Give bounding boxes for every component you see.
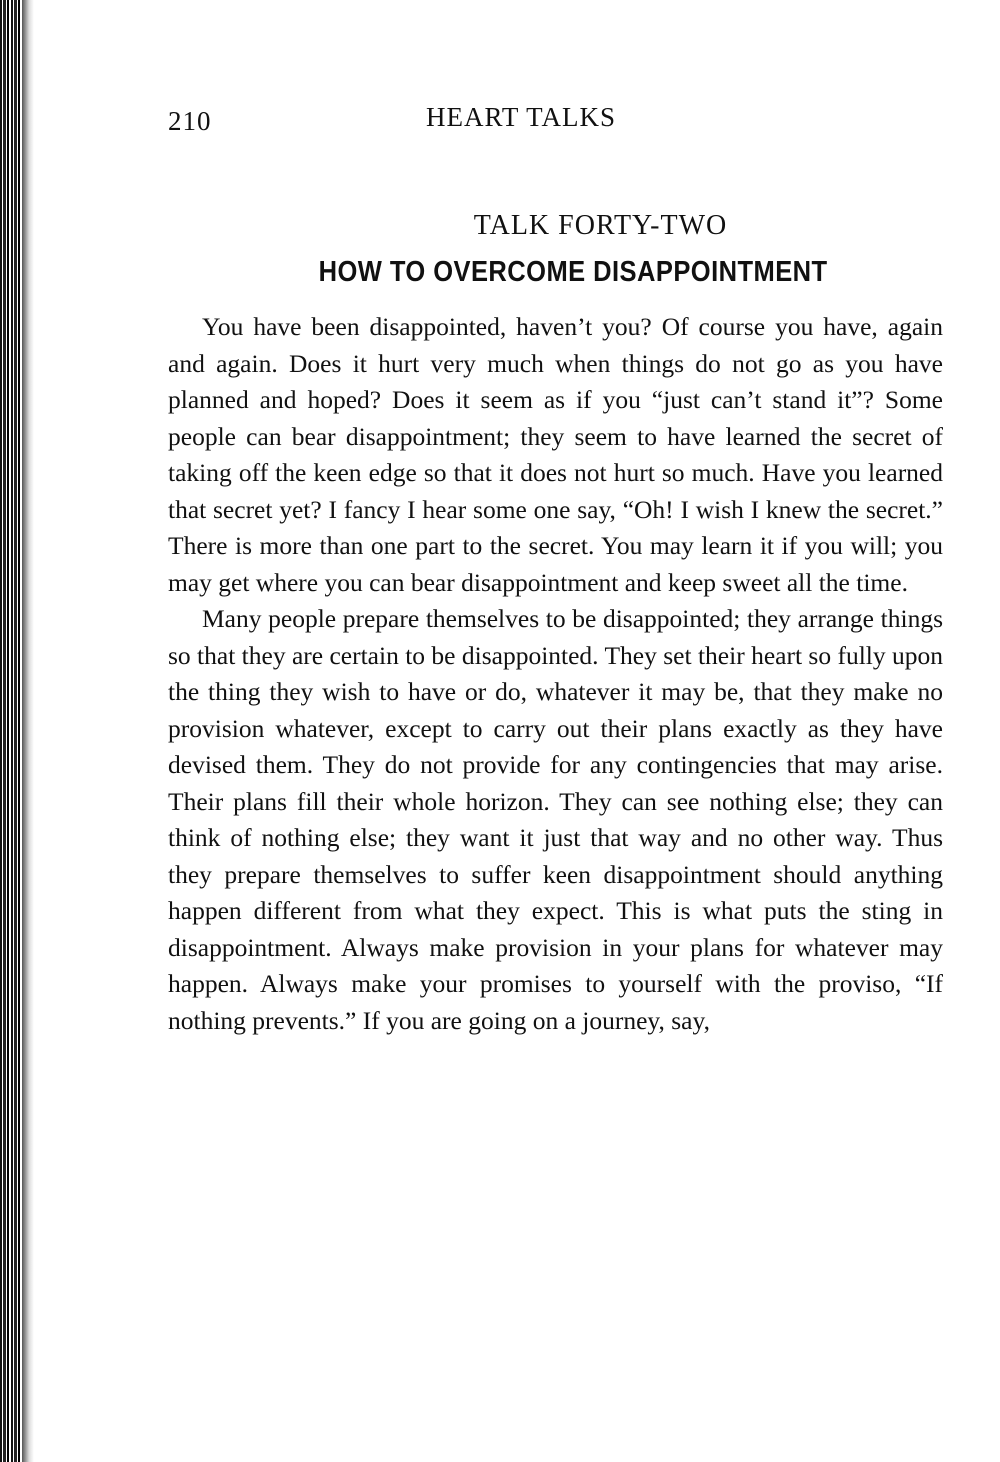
- paragraph: Many people prepare themselves to be disappointed; they arrange things so that they are certain to be disappointed. They set their heart so fully upon the thing they wish to have or do, whatever it may be, that they make no provision whatever, except to carry out their plans exactly as they have devised them. They do not provide for any contingencies that may arise. Their plans fill their whole horizon. They can see nothing else; they can think of nothing else; they want it just that way and no other way. Thus they prepare themselves to suffer keen disappointment should anything happen different from what they expect. This is what puts the sting in disappointment. Always make provision in your plans for whatever may happen. Always make your promises to yourself with the proviso, “If nothing prevents.” If you are going on a journey, say,: [168, 604, 943, 1035]
- running-title: HEART TALKS: [426, 102, 616, 132]
- book-page: [168, 98, 943, 1039]
- book-binding-edge: [0, 0, 34, 1462]
- paragraph: You have been disappointed, haven’t you? Of course you have, again and again. Does it hurt very much when things do not go as you have planned and hoped? Does it seem as if you “just can’t stand it”? Some people can bear disappointment; they seem to have learned the secret of taking off the keen edge so that it does not hurt so much. Have you learned that secret yet? I fancy I hear some one say, “Oh! I wish I knew the secret.” There is more than one part to the secret. You may learn it if you will; you may get where you can bear disappointment and keep sweet all the time.: [168, 312, 943, 597]
- chapter-title: HOW TO OVERCOME DISAPPOINTMENT: [318, 256, 828, 288]
- talk-number: TALK FORTY-TWO: [473, 210, 728, 241]
- page-number: 210: [168, 106, 212, 136]
- body-text: [168, 309, 943, 1039]
- running-head: [168, 98, 943, 138]
